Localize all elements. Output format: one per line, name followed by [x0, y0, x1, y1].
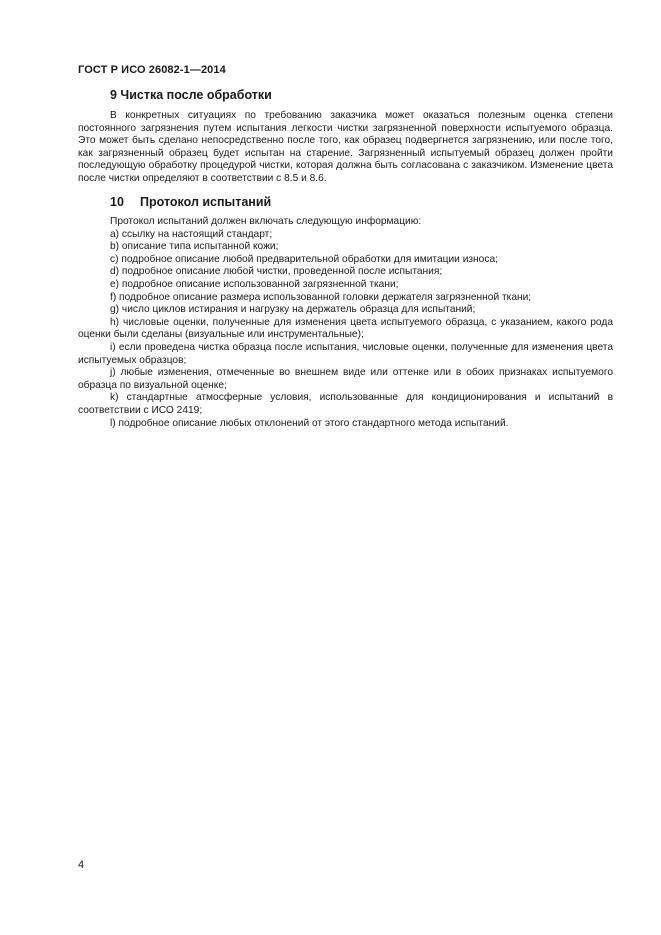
list-item: j) любые изменения, отмеченные во внешнем виде или оттенке или в обоих признаках испытуемого образца по визуальной оценке;: [78, 367, 613, 391]
list-item: d) подробное описание любой чистки, проведенной после испытания;: [110, 266, 443, 278]
section-9-heading: 9 Чистка после обработки: [110, 88, 272, 102]
list-item: e) подробное описание использованной загрязненной ткани;: [110, 278, 399, 290]
list-item: k) стандартные атмосферные условия, использованные для кондиционирования и испытаний в соответствии с ИСО 2419;: [78, 392, 613, 416]
section-10-heading: [110, 195, 271, 209]
list-item: c) подробное описание любой предварительной обработки для имитации износа;: [110, 253, 498, 265]
page-number: 4: [78, 859, 85, 871]
list-intro: Протокол испытаний должен включать следующую информацию:: [110, 216, 422, 227]
list-item: a) ссылку на настоящий стандарт;: [110, 228, 273, 240]
document-header: ГОСТ Р ИСО 26082-1—2014: [78, 64, 226, 76]
report-contents-list: [78, 216, 613, 430]
section-10-number: 10: [110, 195, 124, 209]
section-9-paragraph: В конкретных ситуациях по требованию заказчика может оказаться полезным оценка степени постоянного загрязнения путем испытания легкости чистки загрязненной поверхности испытуемого образца. Это может быть сделано непосредственно после того, как образец подвергнется загрязнению, или после того, как загрязненный образец будет испытан на старение. Загрязненный испытуемый образец должен пройти последующую обработку процедурой чистки, которая должна быть согласована с заказчиком. Изменение цвета после чистки определяют в соответствии с 8.5 и 8.6.: [78, 110, 613, 184]
list-item: g) число циклов истирания и нагрузку на держатель образца для испытаний;: [110, 304, 476, 316]
list-item: h) числовые оценки, полученные для изменения цвета испытуемого образца, с указанием, какого рода оценки были сделаны (визуальные или инструментальные);: [78, 316, 613, 341]
list-item: i) если проведена чистка образца после испытания, числовые оценки, полученные для изменения цвета испытуемых образцов;: [78, 341, 613, 366]
list-item: f) подробное описание размера использованной головки держателя загрязненной ткани;: [110, 291, 532, 303]
list-item: b) описание типа испытанной кожи;: [110, 241, 279, 253]
list-item: l) подробное описание любых отклонений от этого стандартного метода испытаний.: [110, 417, 509, 429]
section-10-title: Протокол испытаний: [140, 195, 272, 209]
